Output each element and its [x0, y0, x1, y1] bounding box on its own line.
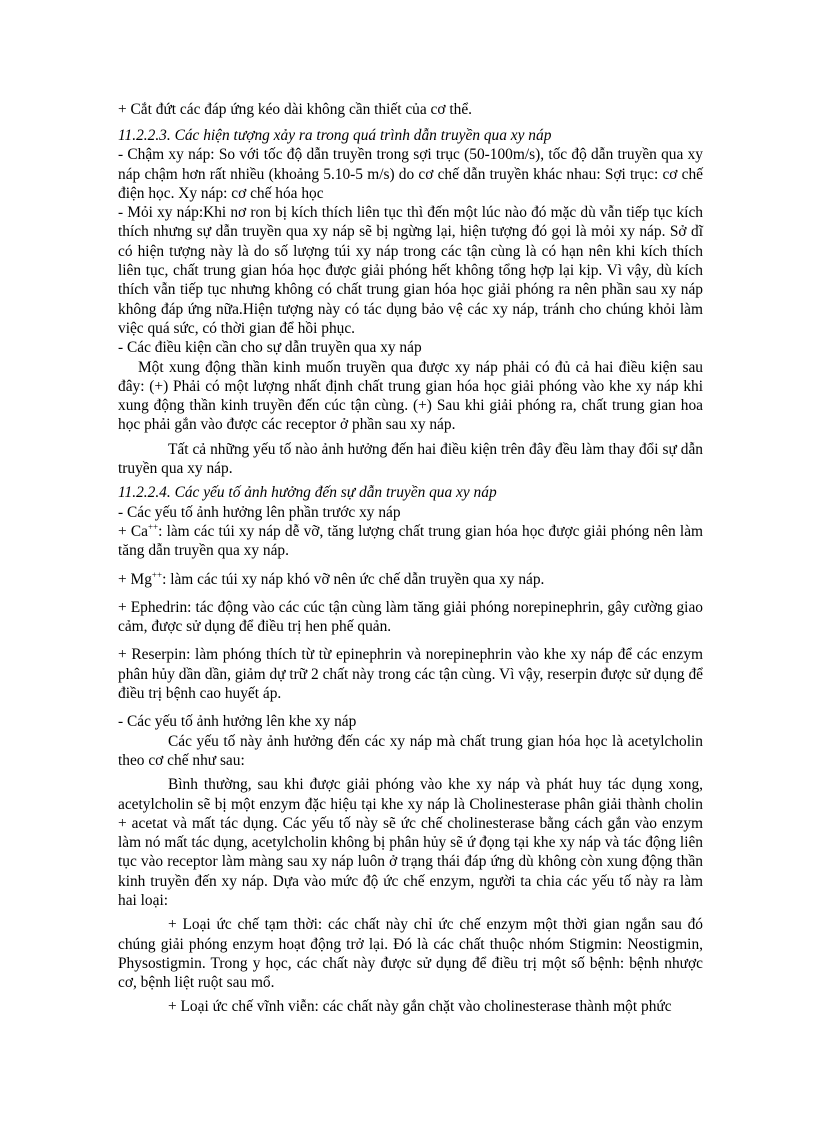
paragraph-cham-xy-nap: - Chậm xy náp: So với tốc độ dẫn truyền trong sợi trục (50-100m/s), tốc độ dẫn truyền qua xy náp chậm hơn rất nhiều (khoảng 5.10-5 m/s) do cơ chế dẫn truyền khác nhau: Sợi trục: cơ chế điện học. Xy náp: cơ chế hóa học [118, 146, 703, 202]
paragraph-magnesium [118, 570, 703, 589]
magnesium-text: : làm các túi xy náp khó vỡ nên ức chế dẫn truyền qua xy náp. [162, 570, 545, 588]
section-heading-11-2-2-4: 11.2.2.4. Các yếu tố ảnh hưởng đến sự dẫn truyền qua xy náp [118, 484, 497, 502]
paragraph-tat-ca: Tất cả những yếu tố nào ảnh hưởng đến hai điều kiện trên đây đều làm thay đổi sự dẫn truyền qua xy náp. [118, 440, 703, 478]
paragraph-moi-xy-nap: - Mỏi xy náp:Khi nơ ron bị kích thích liên tục thì đến một lúc nào đó mặc dù vẫn tiếp tục kích thích nhưng sự dẫn truyền qua xy náp sẽ bị ngừng lại, hiện tượng đó gọi là mỏi xy náp. Sở dĩ có hiện tượng này là do số lượng túi xy náp trong các tận cùng là có hạn nên khi kích thích liên tục, chất trung gian hóa học được giải phóng hết không tổng hợp lại kịp. Vì vậy, dù kích thích vẫn tiếp tục nhưng không có chất trung gian hóa học giải phóng ra nên phần sau xy náp không đáp ứng nữa.Hiện tượng này có tác dụng bảo vệ các xy náp, tránh cho chúng khỏi làm việc quá sức, có thời gian để hồi phục. [118, 204, 703, 337]
paragraph-intro: + Cắt đứt các đáp ứng kéo dài không cần thiết của cơ thể. [118, 101, 473, 118]
section-body [118, 126, 703, 1017]
section-heading-11-2-2-3: 11.2.2.3. Các hiện tượng xảy ra trong quá trình dẫn truyền qua xy náp [118, 127, 552, 144]
paragraph-calcium [118, 522, 703, 561]
paragraph-ephedrin: + Ephedrin: tác động vào các cúc tận cùng làm tăng giải phóng norepinephrin, gây cường giao cảm, được sử dụng để điều trị hen phế quản. [118, 598, 703, 636]
magnesium-prefix: + Mg [118, 570, 152, 588]
calcium-prefix: + Ca [118, 522, 148, 540]
paragraph-dieu-kien-heading: - Các điều kiện cần cho sự dẫn truyền qua xy náp [118, 339, 422, 357]
paragraph-dieu-kien: Một xung động thần kinh muốn truyền qua được xy náp phải có đủ cả hai điều kiện sau đây: (+) Phải có một lượng nhất định chất trung gian hóa học giải phóng vào khe xy náp khi xung động thần kinh truyền đến cúc tận cùng. (+) Sau khi giải phóng ra, chất trung gian hoa học phải gắn vào được các receptor ở phần sau xy náp. [118, 358, 703, 434]
paragraph-khe-xy-nap: - Các yếu tố ảnh hưởng lên khe xy náp [118, 713, 357, 731]
paragraph-acetylcholin-intro: Các yếu tố này ảnh hưởng đến các xy náp mà chất trung gian hóa học là acetylcholin theo cơ chế như sau: [118, 732, 703, 769]
magnesium-charge: ++ [151, 569, 163, 580]
paragraph-vinh-vien: + Loại ức chế vĩnh viễn: các chất này gắn chặt vào cholinesterase thành một phức [168, 998, 672, 1016]
calcium-charge: ++ [147, 521, 159, 532]
paragraph-cholinesterase: Bình thường, sau khi được giải phóng vào khe xy náp và phát huy tác dụng xong, acetylcholin sẽ bị một enzym đặc hiệu tại khe xy náp là Cholinesterase phân giải thành cholin + acetat và mất tác dụng. Các yếu tố này sẽ ức chế cholinesterase bằng cách gắn vào enzym làm nó mất tác dụng, acetylcholin không bị phân hủy sẽ ứ đọng tại khe xy náp và tác động liên tục vào receptor làm màng sau xy náp luôn ở trạng thái đáp ứng dù không còn xung động thần kinh truyền đến xy náp. Dựa vào mức độ ức chế enzym, người ta chia các yếu tố này ra làm hai loại: [118, 776, 703, 909]
paragraph-truoc-xy-nap: - Các yếu tố ảnh hưởng lên phần trước xy náp [118, 503, 401, 521]
calcium-text: : làm các túi xy náp dễ vỡ, tăng lượng chất trung gian hóa học được giải phóng nên làm tăng dẫn truyền qua xy náp. [118, 522, 704, 560]
paragraph-tam-thoi: + Loại ức chế tạm thời: các chất này chỉ ức chế enzym một thời gian ngắn sau đó chúng giải phóng enzym hoạt động trở lại. Đó là các chất thuộc nhóm Stigmin: Neostigmin, Physostigmin. Trong y học, các chất này được sử dụng để điều trị một số bệnh: bệnh nhược cơ, bệnh liệt ruột sau mổ. [118, 916, 703, 992]
paragraph-reserpin: + Reserpin: làm phóng thích từ từ epinephrin và norepinephrin vào khe xy náp để các enzym phân hủy dần dần, giảm dự trữ 2 chất này trong các tận cùng. Vì vậy, reserpin được sử dụng để điều trị bệnh cao huyết áp. [118, 646, 703, 703]
